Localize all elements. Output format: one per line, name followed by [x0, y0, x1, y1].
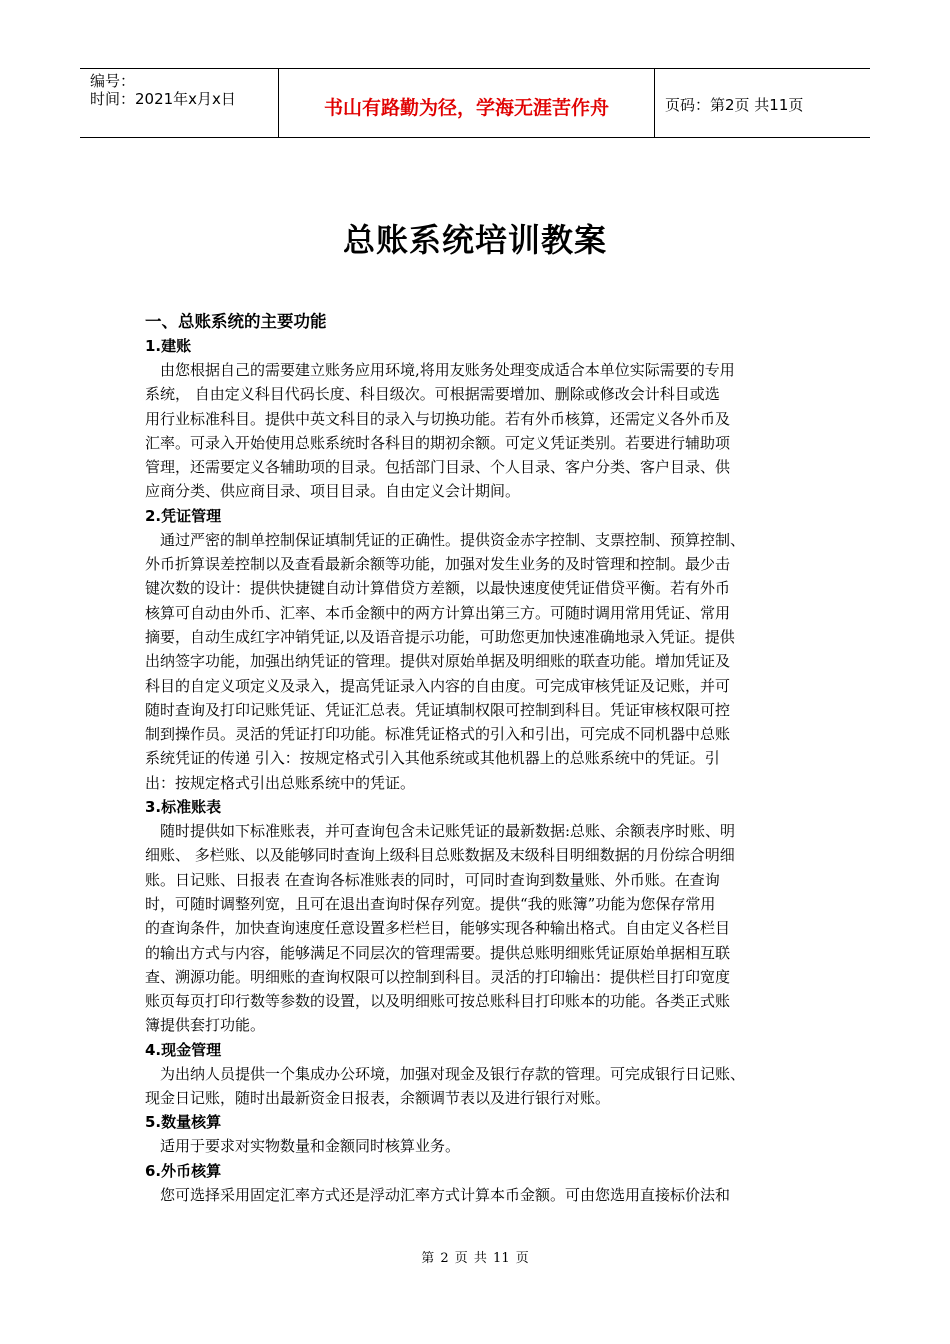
- paragraph-line: 现金日记账，随时出最新资金日报表，余额调节表以及进行银行对账。: [145, 1089, 611, 1108]
- paragraph-line: 系统凭证的传递 引入：按规定格式引入其他系统或其他机器上的总账系统中的凭证。引: [145, 749, 720, 768]
- page-header: [80, 68, 870, 138]
- section-heading: 一、总账系统的主要功能: [145, 312, 327, 331]
- paragraph-setup: [145, 358, 817, 504]
- paragraph-line: 由您根据自己的需要建立账务应用环境,将用友账务处理变成适合本单位实际需要的专用: [160, 361, 735, 379]
- paragraph-line: 细账、 多栏账、以及能够同时查询上级科目总账数据及末级科目明细数据的月份综合明细: [145, 846, 735, 865]
- paragraph-line: 随时提供如下标准账表，并可查询包含未记账凭证的最新数据:总账、余额表序时账、明: [160, 822, 736, 841]
- paragraph-line: 账页每页打印行数等参数的设置，以及明细账可按总账科目打印账本的功能。各类正式账: [145, 992, 731, 1011]
- subsection-heading-voucher: 2.凭证管理: [145, 506, 222, 525]
- header-motto-cell: [279, 69, 655, 137]
- paragraph-line: 外币折算误差控制以及查看最新余额等功能，加强对发生业务的及时管理和控制。最少击: [145, 555, 731, 574]
- paragraph-line: 随时查询及打印记账凭证、凭证汇总表。凭证填制权限可控制到科目。凭证审核权限可控: [145, 700, 731, 719]
- document-date: 时间：2021年x月x日: [90, 90, 236, 108]
- paragraph-line: 您可选择采用固定汇率方式还是浮动汇率方式计算本币金额。可由您选用直接标价法和: [160, 1185, 731, 1204]
- paragraph-line: 账。日记账、日报表 在查询各标准账表的同时，可同时查询到数量账、外币账。在查询: [145, 870, 720, 889]
- subsection-heading-quantity: 5.数量核算: [145, 1113, 222, 1132]
- paragraph-line: 的输出方式与内容，能够满足不同层次的管理需要。提供总账明细账凭证原始单据相互联: [145, 943, 731, 962]
- paragraph-line: 出纳签字功能，加强出纳凭证的管理。提供对原始单据及明细账的联查功能。增加凭证及: [145, 652, 731, 671]
- paragraph-line: 管理，还需要定义各辅助项的目录。包括部门目录、个人目录、客户分类、客户目录、供: [145, 458, 731, 477]
- subsection-heading-currency: 6.外币核算: [145, 1161, 222, 1180]
- paragraph-line: 科目的自定义项定义及录入，提高凭证录入内容的自由度。可完成审核凭证及记账，并可: [145, 676, 731, 695]
- paragraph-currency: [145, 1183, 817, 1207]
- subsection-heading-ledgers: 3.标准账表: [145, 798, 222, 817]
- header-page-info: 页码：第2页 共11页: [665, 96, 804, 114]
- paragraph-line: 簿提供套打功能。: [145, 1016, 266, 1035]
- subsection-heading-cash: 4.现金管理: [145, 1040, 222, 1059]
- header-page-cell: [655, 69, 870, 137]
- paragraph-line: 时，可随时调整列宽，且可在退出查询时保存列宽。提供“我的账簿”功能为您保存常用: [145, 894, 716, 913]
- paragraph-cash: [145, 1062, 817, 1111]
- paragraph-line: 查、溯源功能。明细账的查询权限可以控制到科目。灵活的打印输出：提供栏目打印宽度: [145, 967, 731, 986]
- paragraph-line: 用行业标准科目。提供中英文科目的录入与切换功能。若有外币核算，还需定义各外币及: [145, 409, 731, 428]
- header-meta-cell: [80, 69, 279, 137]
- page-footer: 第 2 页 共 11 页: [421, 1251, 529, 1266]
- paragraph-quantity: [145, 1134, 817, 1158]
- paragraph-line: 出：按规定格式引出总账系统中的凭证。: [145, 773, 416, 792]
- paragraph-line: 核算可自动由外币、汇率、本币金额中的两方计算出第三方。可随时调用常用凭证、常用: [145, 603, 731, 622]
- paragraph-line: 摘要，自动生成红字冲销凭证,以及语音提示功能，可助您更加快速准确地录入凭证。提供: [145, 627, 735, 646]
- paragraph-ledgers: [145, 819, 817, 1038]
- paragraph-line: 通过严密的制单控制保证填制凭证的正确性。提供资金赤字控制、支票控制、预算控制、: [160, 530, 746, 549]
- paragraph-line: 键次数的设计：提供快捷键自动计算借贷方差额，以最快速度使凭证借贷平衡。若有外币: [145, 579, 731, 598]
- paragraph-line: 系统， 自由定义科目代码长度、科目级次。可根据需要增加、删除或修改会计科目或选: [145, 385, 720, 404]
- paragraph-line: 应商分类、供应商目录、项目目录。自由定义会计期间。: [145, 482, 521, 501]
- subsection-heading-setup: 1.建账: [145, 337, 192, 355]
- paragraph-line: 为出纳人员提供一个集成办公环境，加强对现金及银行存款的管理。可完成银行日记账、: [160, 1064, 746, 1083]
- document-number-label: 编号：: [90, 72, 136, 90]
- paragraph-line: 制到操作员。灵活的凭证打印功能。标准凭证格式的引入和引出，可完成不同机器中总账: [145, 725, 731, 744]
- document-title: 总账系统培训教案: [342, 221, 607, 259]
- header-motto: 书山有路勤为径，学海无涯苦作舟: [323, 97, 609, 119]
- paragraph-voucher: [145, 528, 817, 795]
- paragraph-line: 汇率。可录入开始使用总账系统时各科目的期初余额。可定义凭证类别。若要进行辅助项: [145, 433, 731, 452]
- paragraph-line: 的查询条件，加快查询速度任意设置多栏栏目，能够实现各种输出格式。自由定义各栏目: [145, 919, 731, 938]
- document-body: [145, 310, 817, 1207]
- paragraph-line: 适用于要求对实物数量和金额同时核算业务。: [160, 1137, 461, 1156]
